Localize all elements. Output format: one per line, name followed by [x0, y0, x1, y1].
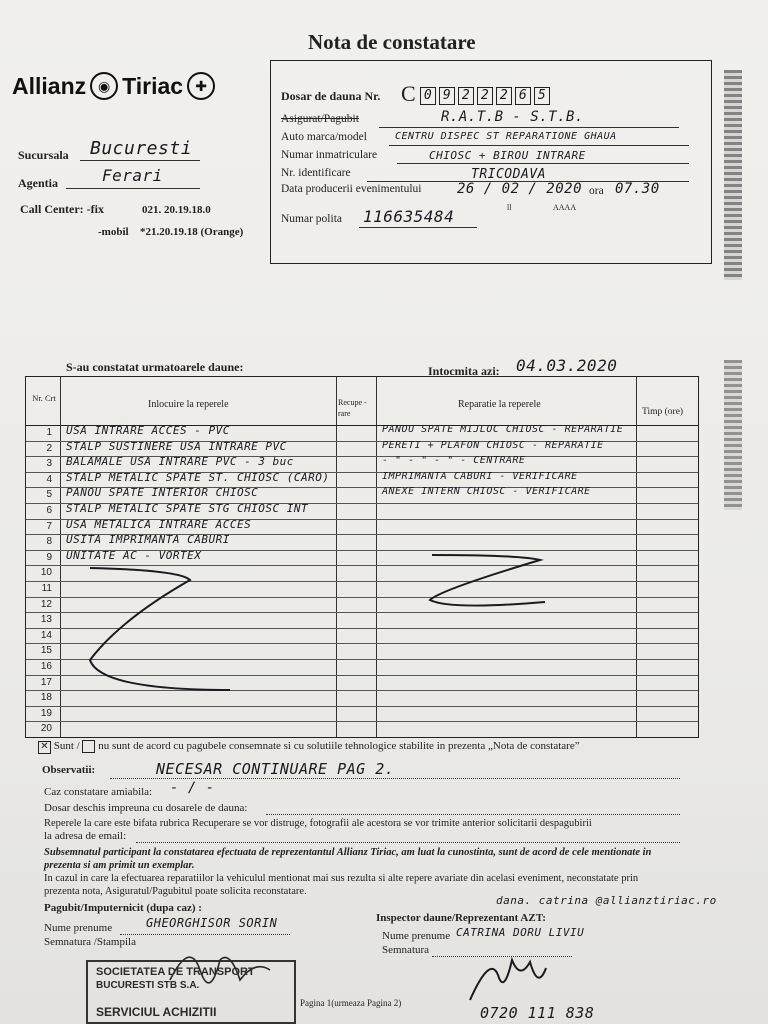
row-inlocuire: STALP METALIC SPATE ST. CHIOSC (CARO)	[66, 470, 330, 484]
agentia-label: Agentia	[18, 176, 58, 190]
page-title: Nota de constatare	[308, 30, 476, 54]
brand-left: Allianz	[12, 72, 87, 99]
observatii-value: NECESAR CONTINUARE PAG 2.	[156, 760, 395, 778]
damages-heading: S-au constatat urmatoarele daune:	[66, 360, 244, 374]
row-number: 3	[46, 458, 52, 470]
mobil-label: -mobil	[98, 226, 129, 238]
inspector-nume-label: Nume prenume	[382, 930, 451, 942]
row-number: 18	[40, 692, 52, 704]
email-handwritten: dana. catrina @allianztiriac.ro	[496, 894, 717, 907]
nrid-label: Nr. identificare	[281, 167, 351, 179]
row-number: 20	[40, 723, 52, 735]
row-number: 8	[46, 536, 52, 548]
dosar-digit: 2	[458, 87, 474, 105]
pagubit-signature	[160, 940, 280, 1010]
row-number: 6	[46, 505, 52, 516]
dosar-digit: 0	[420, 87, 436, 105]
pagubit-nume-value: GHEORGHISOR SORIN	[146, 916, 278, 930]
allianz-eagle-icon: ◉	[90, 72, 118, 100]
row-number: 9	[46, 551, 52, 563]
dosar-digit: 2	[477, 87, 493, 105]
row-inlocuire: STALP SUSTINERE USA INTRARE PVC	[66, 439, 287, 453]
row-number: 12	[40, 598, 52, 610]
polita-label: Numar polita	[281, 213, 342, 225]
row-number: 13	[40, 614, 52, 626]
row-number: 2	[46, 442, 52, 454]
ll-label: ll	[507, 203, 512, 212]
mobil-number: *21.20.19.18 (Orange)	[140, 226, 244, 238]
inspector-label: Inspector daune/Reprezentant AZT:	[376, 912, 546, 924]
pagubit-nume-label: Nume prenume	[44, 922, 113, 934]
pagubit-label: Pagubit/Imputernicit (dupa caz) :	[44, 902, 202, 914]
tiriac-cross-icon: ✚	[187, 72, 215, 100]
dosar-digit: 5	[534, 87, 550, 105]
row-reparatie: IMPRIMANTA CABURI - VERIFICARE	[382, 470, 578, 482]
row-number: 10	[40, 567, 52, 579]
row-number: 4	[46, 473, 52, 485]
email-label: la adresa de email:	[44, 830, 127, 842]
sunt-label: Sunt /	[53, 740, 80, 753]
row-inlocuire: PANOU SPATE INTERIOR CHIOSC	[66, 486, 259, 500]
row-number: 7	[46, 520, 52, 532]
numar-value: CHIOSC + BIROU INTRARE	[429, 149, 586, 162]
row-number: 1	[46, 427, 52, 438]
intocmita-label: Intocmita azi:	[428, 364, 500, 378]
row-reparatie: PERETI + PLAFON CHIOSC - REPARATIE	[382, 439, 604, 451]
dosar-deschis-line	[266, 814, 680, 815]
intocmita-value: 04.03.2020	[516, 356, 618, 375]
agree-line	[38, 740, 580, 754]
col-header-timp: Timp (ore)	[642, 407, 684, 417]
ora-label: ora	[589, 185, 604, 197]
amiabila-value: - / -	[170, 780, 215, 796]
row-number: 16	[40, 661, 52, 672]
disagree-checkbox[interactable]	[82, 740, 95, 753]
auto-value: CENTRU DISPEC ST REPARATIONE GHAUA	[395, 131, 617, 142]
aaaa-label: AAAA	[553, 203, 577, 212]
data-label: Data producerii evenimentului	[281, 183, 422, 195]
phone-handwritten: 0720 111 838	[480, 1004, 595, 1022]
callcenter-label: Call Center: -fix	[20, 202, 104, 216]
row-reparatie: ANEXE INTERN CHIOSC - VERIFICARE	[382, 486, 591, 498]
inspector-signature	[460, 950, 570, 1010]
dosar-prefix: C	[401, 81, 416, 106]
row-number: 11	[41, 583, 52, 594]
row-inlocuire: UNITATE AC - VORTEX	[66, 548, 202, 562]
page-indicator: Pagina 1(urmeaza Pagina 2)	[300, 998, 402, 1008]
stamp-line: SERVICIUL ACHIZITII	[96, 1005, 217, 1019]
incazul-text: In cazul in care la efectuarea reparatiilor la vehiculul mentionat mai sus rezulta si alte repere avariate din acelasi eveniment, neconstatate prin prezenta nota, Asiguratul/Pagubitul poate solicita reconstatare.	[44, 873, 639, 897]
row-inlocuire: STALP METALIC SPATE STG CHIOSC INT	[66, 502, 309, 515]
z-strike-left	[90, 568, 230, 690]
callcenter-fix: 021. 20.19.18.0	[142, 204, 211, 216]
stamp-line: BUCURESTI STB S.A.	[96, 980, 200, 991]
observatii-label: Observatii:	[42, 764, 96, 776]
row-inlocuire: USITA IMPRIMANTA CABURI	[66, 533, 230, 547]
email-line	[136, 842, 680, 843]
pagubit-nume-line	[120, 934, 290, 935]
numar-label: Numar inmatriculare	[281, 149, 378, 161]
agree-checkbox[interactable]: ✕	[38, 741, 51, 754]
col-header-reparatie: Reparatie la reperele	[458, 399, 541, 410]
col-header-inlocuire: Inlocuire la reperele	[148, 399, 229, 410]
row-number: 14	[40, 629, 52, 641]
sucursala-label: Sucursala	[18, 148, 69, 162]
polita-value: 116635484	[363, 207, 455, 226]
row-reparatie: PANOU SPATE MIJLOC CHIOSC - REPARATIE	[382, 424, 624, 435]
col-header-nr: Nr. Crt	[32, 393, 56, 403]
dosar-digit: 2	[496, 87, 512, 105]
row-inlocuire: USA INTRARE ACCES - PVC	[66, 424, 230, 437]
auto-label: Auto marca/model	[281, 131, 367, 143]
semnatura-stampila-label: Semnatura /Stampila	[44, 936, 136, 948]
brand-right: Tiriac	[122, 72, 184, 99]
sucursala-value: Bucuresti	[90, 138, 193, 159]
agree-text: nu sunt de acord cu pagubele consemnate si cu solutiile tehnologice stabilite in prezenta „Nota de constatare”	[98, 740, 580, 753]
nrid-value: TRICODAVA	[471, 167, 546, 182]
inspector-nume-value: CATRINA DORU LIVIU	[456, 926, 585, 939]
row-inlocuire: USA METALICA INTRARE ACCES	[66, 517, 252, 531]
reperele-text: Reperele la care este bifata rubrica Recuperare se vor distruge, fotografii ale acestora se vor trimite anterior solicitarii despagubirii	[44, 818, 592, 829]
ora-value: 07.30	[615, 181, 660, 197]
row-number: 15	[40, 645, 52, 657]
dosar-label: Dosar de dauna Nr.	[281, 89, 381, 103]
row-number: 5	[46, 489, 52, 501]
asigurat-label: Asigurat/Pagubit	[281, 113, 359, 125]
row-reparatie: - " - " - " - CENTRARE	[382, 455, 526, 467]
asigurat-value: R.A.T.B - S.T.B.	[441, 109, 584, 125]
z-strike-right	[430, 555, 545, 606]
agentia-value: Ferari	[102, 166, 163, 185]
amiabila-label: Caz constatare amiabila:	[44, 786, 153, 798]
row-inlocuire: BALAMALE USA INTRARE PVC - 3 buc	[66, 455, 294, 469]
row-number: 19	[40, 707, 52, 719]
dosar-digit: 6	[515, 87, 531, 105]
dosar-deschis-label: Dosar deschis impreuna cu dosarele de dauna:	[44, 802, 248, 814]
col-header-recupe: Recupe -rare	[338, 398, 367, 418]
data-value: 26 / 02 / 2020	[457, 181, 583, 197]
observatii-line	[110, 778, 680, 779]
subsemnatul-text: Subsemnatul participant la constatarea efectuata de reprezentantul Allianz Tiriac, am luat la cunostinta, sunt de acord de cele mentionate in prezenta si am primit un exemplar.	[44, 847, 652, 871]
dosar-digit: 9	[439, 87, 455, 105]
row-number: 17	[40, 676, 52, 688]
inspector-semnatura-label: Semnatura	[382, 944, 430, 956]
stamp-line: SOCIETATEA DE TRANSPORT	[96, 966, 255, 978]
